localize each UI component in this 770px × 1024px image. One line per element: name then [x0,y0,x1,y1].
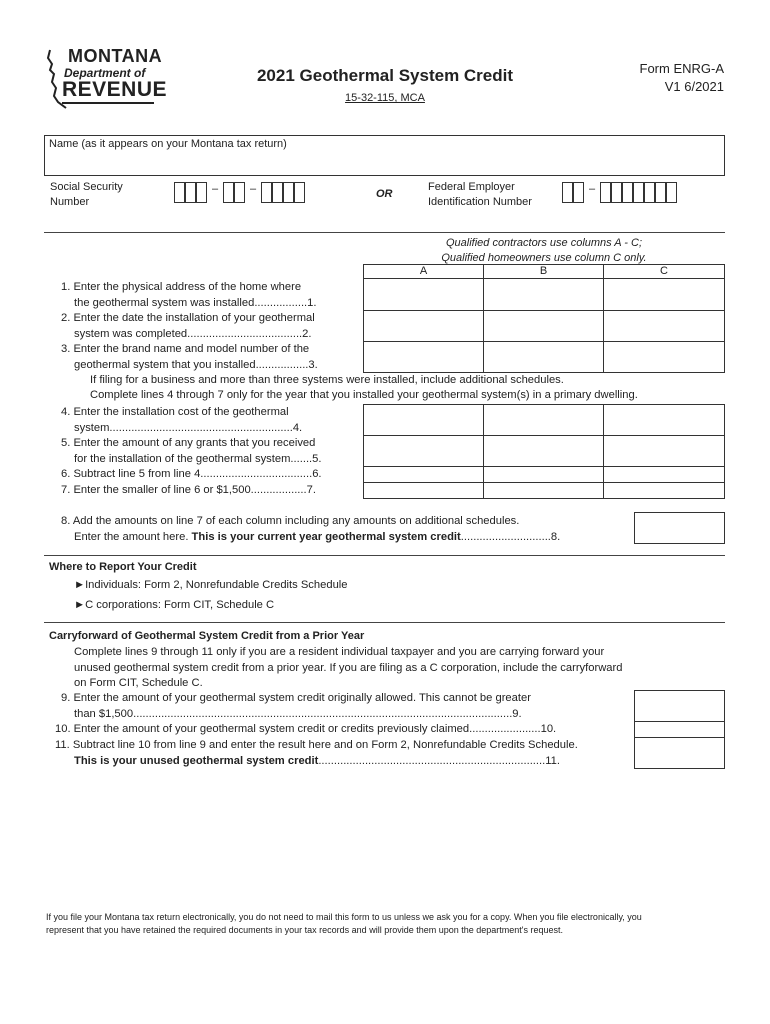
line7-label: 7. Enter the smaller of line 6 or $1,500..................7. [61,484,316,496]
line1-col-a[interactable] [363,278,484,311]
taxpayer-name-field[interactable] [44,135,725,176]
line6-col-b[interactable] [483,466,604,483]
electronic-filing-note [46,911,642,937]
line2-text-a: 2. Enter the date the installation of your geothermal [61,312,315,324]
line5-col-a[interactable] [363,435,484,467]
line6-label: 6. Subtract line 5 from line 4....................................6. [61,468,322,480]
carryforward-heading: Carryforward of Geothermal System Credit from a Prior Year [49,630,365,642]
line3-text-a: 3. Enter the brand name and model number of the [61,343,310,355]
line9-text-a: 9. Enter the amount of your geothermal system credit originally allowed. This cannot be greater [61,692,531,704]
logo-revenue-text: REVENUE [62,78,168,101]
line7-col-b[interactable] [483,482,604,499]
line1-text-b: the geothermal system was installed.................1. [74,296,317,309]
line3-text-b: geothermal system that you installed.................3. [74,358,318,371]
columns-note [363,236,725,266]
line5-col-b[interactable] [483,435,604,467]
line5-col-c[interactable] [603,435,725,467]
where-to-report-heading: Where to Report Your Credit [49,561,197,573]
line5-text-a: 5. Enter the amount of any grants that you received [61,437,316,449]
line2-col-a[interactable] [363,310,484,342]
line3-col-b[interactable] [483,341,604,373]
footer-line2: represent that you have retained the required documents in your tax records and will provide them upon the department's request. [46,925,564,935]
column-a-header: A [363,264,484,279]
carryforward-intro-1: Complete lines 9 through 11 only if you are a resident individual taxpayer and you are carrying forward your [74,646,605,658]
report-c-corporations: ►C corporations: Form CIT, Schedule C [74,599,275,611]
report-individuals: ►Individuals: Form 2, Nonrefundable Credits Schedule [74,579,348,591]
line3-col-c[interactable] [603,341,725,373]
line8-text-a: 8. Add the amounts on line 7 of each column including any amounts on additional schedules. [61,515,520,527]
line7-col-a[interactable] [363,482,484,499]
ssn-label [50,180,123,210]
line3-label [61,342,318,373]
carryforward-intro-2: unused geothermal system credit from a prior year. If you are filing as a C corporation, include the carryforward [74,661,623,674]
line4-text-a: 4. Enter the installation cost of the geothermal [61,406,289,418]
line4-label [61,405,302,436]
fein-label-line1: Federal Employer [428,181,515,193]
line6-col-a[interactable] [363,466,484,483]
columns-note-line1: Qualified contractors use columns A - C; [445,237,643,249]
line1-col-b[interactable] [483,278,604,311]
line4-col-b[interactable] [483,404,604,436]
ssn-label-line2: Number [50,196,90,208]
logo-department-text: Department of [64,66,146,80]
section-divider [44,232,725,233]
line5-text-b: for the installation of the geothermal system.......5. [74,452,322,465]
footer-line1: If you file your Montana tax return electronically, you do not need to mail this form to us unless we ask you for a copy. When you file electronically, you [46,912,642,922]
line8-text-post: .............................8. [460,530,561,543]
additional-schedules-note: If filing for a business and more than three systems were installed, include additional schedules. [90,374,564,386]
form-version: V1 6/2021 [664,79,724,94]
line10-label: 10. Enter the amount of your geothermal system credit or credits previously claimed.......................10. [55,723,557,735]
line5-label [61,436,322,467]
logo-montana-text: MONTANA [68,46,163,66]
line2-text-b: system was completed.....................................2. [74,327,312,340]
line6-col-c[interactable] [603,466,725,483]
lines-4-7-note: Complete lines 4 through 7 only for the year that you installed your geothermal system(s) in a primary dwelling. [90,389,638,401]
section-divider [44,622,725,623]
line8-label [61,514,560,545]
section-divider [44,555,725,556]
line4-text-b: system...........................................................4. [74,421,303,434]
line1-text-a: 1. Enter the physical address of the home where [61,281,302,293]
columns-note-line2: Qualified homeowners use column C only. [441,252,647,264]
line7-col-c[interactable] [603,482,725,499]
line2-label [61,311,315,342]
line4-col-c[interactable] [603,404,725,436]
or-label: OR [376,188,393,200]
line4-col-a[interactable] [363,404,484,436]
line1-label [61,280,317,311]
line9-text-b: than $1,500..........................................................................................................................9. [74,707,522,720]
fein-label [428,180,532,210]
line11-text-post: .........................................................................11. [318,754,560,767]
ssn-input[interactable]: – – [174,182,305,203]
line11-label [55,738,578,769]
form-title: 2021 Geothermal System Credit [256,66,514,85]
form-number: Form ENRG-A [639,61,724,76]
fein-label-line2: Identification Number [428,196,532,208]
line2-col-b[interactable] [483,310,604,342]
column-b-header: B [483,264,604,279]
line11-text-bold: This is your unused geothermal system credit [74,754,319,767]
name-field-label: Name (as it appears on your Montana tax return) [49,138,287,150]
line8-amount-field[interactable] [634,512,725,544]
line10-amount-field[interactable] [634,721,725,738]
line2-col-c[interactable] [603,310,725,342]
line11-amount-field[interactable] [634,737,725,769]
statute-link[interactable]: 15-32-115, MCA [345,92,425,104]
line1-col-c[interactable] [603,278,725,311]
carryforward-intro-3: on Form CIT, Schedule C. [74,677,203,690]
column-c-header: C [603,264,725,279]
line11-text-b [55,754,578,770]
carryforward-intro [74,645,622,692]
line9-label [61,691,531,722]
ssn-label-line1: Social Security [50,181,123,193]
line11-text-a: 11. Subtract line 10 from line 9 and enter the result here and on Form 2, Nonrefundable Credits Schedule. [55,739,578,751]
line8-text-pre: Enter the amount here. [74,530,192,543]
fein-input[interactable]: – [562,182,677,203]
line9-amount-field[interactable] [634,690,725,722]
line8-text-bold: This is your current year geothermal system credit [191,530,461,543]
form-id [640,60,725,96]
line3-col-a[interactable] [363,341,484,373]
line8-text-b [61,530,560,546]
